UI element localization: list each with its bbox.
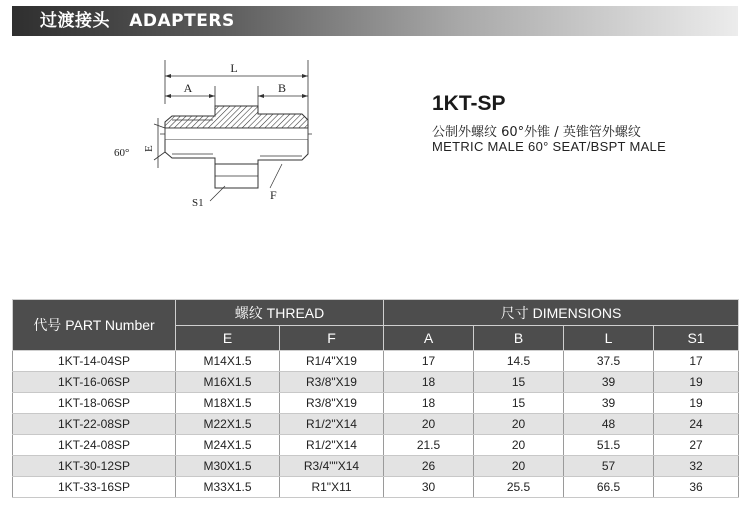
dim-label-F: F <box>270 188 277 202</box>
product-code: 1KT-SP <box>432 92 506 115</box>
cell-dim-b: 15 <box>474 393 564 414</box>
parts-table <box>12 299 739 498</box>
cell-thread-e: M14X1.5 <box>176 351 280 372</box>
body-lower-half <box>165 140 308 164</box>
cell-thread-f: R3/8"X19 <box>280 372 384 393</box>
product-description-cn: 公制外螺纹 60°外锥 / 英锥管外螺纹 <box>432 125 641 140</box>
cell-part-number: 1KT-33-16SP <box>13 477 176 498</box>
cell-thread-f: R3/8"X19 <box>280 393 384 414</box>
header-dimensions: 尺寸 DIMENSIONS <box>384 300 739 326</box>
adapter-technical-drawing <box>110 56 325 216</box>
cell-dim-a: 20 <box>384 414 474 435</box>
cell-dim-s1: 32 <box>654 456 739 477</box>
header-thread: 螺纹 THREAD <box>176 300 384 326</box>
subheader-e: E <box>176 326 280 351</box>
cell-dim-a: 17 <box>384 351 474 372</box>
cell-thread-f: R1/2"X14 <box>280 414 384 435</box>
cell-dim-b: 20 <box>474 456 564 477</box>
cell-dim-b: 20 <box>474 435 564 456</box>
cell-part-number: 1KT-22-08SP <box>13 414 176 435</box>
table-row <box>13 456 739 477</box>
section-hatched-half <box>165 106 308 128</box>
table-row <box>13 372 739 393</box>
cell-dim-a: 30 <box>384 477 474 498</box>
cell-dim-l: 39 <box>564 372 654 393</box>
cell-thread-e: M30X1.5 <box>176 456 280 477</box>
table-row <box>13 414 739 435</box>
cell-dim-s1: 27 <box>654 435 739 456</box>
cell-dim-l: 48 <box>564 414 654 435</box>
section-title: 过渡接头 ADAPTERS <box>40 11 235 31</box>
cell-dim-a: 21.5 <box>384 435 474 456</box>
cell-dim-a: 18 <box>384 372 474 393</box>
cell-thread-e: M16X1.5 <box>176 372 280 393</box>
cell-thread-e: M22X1.5 <box>176 414 280 435</box>
table-row <box>13 393 739 414</box>
cell-dim-l: 57 <box>564 456 654 477</box>
cell-part-number: 1KT-16-06SP <box>13 372 176 393</box>
cell-thread-f: R1/4"X19 <box>280 351 384 372</box>
table-row <box>13 477 739 498</box>
cell-dim-b: 20 <box>474 414 564 435</box>
cell-thread-e: M33X1.5 <box>176 477 280 498</box>
section-header-bar <box>12 6 738 36</box>
cell-dim-b: 15 <box>474 372 564 393</box>
cell-thread-f: R3/4""X14 <box>280 456 384 477</box>
cell-dim-a: 26 <box>384 456 474 477</box>
cell-dim-s1: 17 <box>654 351 739 372</box>
dim-label-B: B <box>277 81 287 95</box>
cell-dim-l: 66.5 <box>564 477 654 498</box>
header-part-number: 代号 PART Number <box>13 300 176 351</box>
cell-dim-l: 37.5 <box>564 351 654 372</box>
angle-label: 60° <box>114 147 130 159</box>
table-row <box>13 351 739 372</box>
dim-label-S1: S1 <box>192 197 204 209</box>
subheader-b: B <box>474 326 564 351</box>
cell-dim-b: 25.5 <box>474 477 564 498</box>
subheader-f: F <box>280 326 384 351</box>
dim-label-E: E <box>143 145 155 152</box>
cell-dim-s1: 19 <box>654 393 739 414</box>
cell-thread-f: R1"X11 <box>280 477 384 498</box>
cell-dim-a: 18 <box>384 393 474 414</box>
cell-thread-f: R1/2"X14 <box>280 435 384 456</box>
cell-dim-l: 39 <box>564 393 654 414</box>
product-description-en: METRIC MALE 60° SEAT/BSPT MALE <box>432 139 667 154</box>
cell-dim-s1: 19 <box>654 372 739 393</box>
cell-dim-s1: 24 <box>654 414 739 435</box>
cell-thread-e: M18X1.5 <box>176 393 280 414</box>
cell-part-number: 1KT-24-08SP <box>13 435 176 456</box>
dim-label-L: L <box>230 61 238 75</box>
table-row <box>13 435 739 456</box>
cell-part-number: 1KT-18-06SP <box>13 393 176 414</box>
cell-part-number: 1KT-14-04SP <box>13 351 176 372</box>
subheader-a: A <box>384 326 474 351</box>
dim-label-A: A <box>183 81 193 95</box>
cell-dim-b: 14.5 <box>474 351 564 372</box>
cell-dim-s1: 36 <box>654 477 739 498</box>
cell-dim-l: 51.5 <box>564 435 654 456</box>
subheader-s1: S1 <box>654 326 739 351</box>
cell-thread-e: M24X1.5 <box>176 435 280 456</box>
cell-part-number: 1KT-30-12SP <box>13 456 176 477</box>
subheader-l: L <box>564 326 654 351</box>
